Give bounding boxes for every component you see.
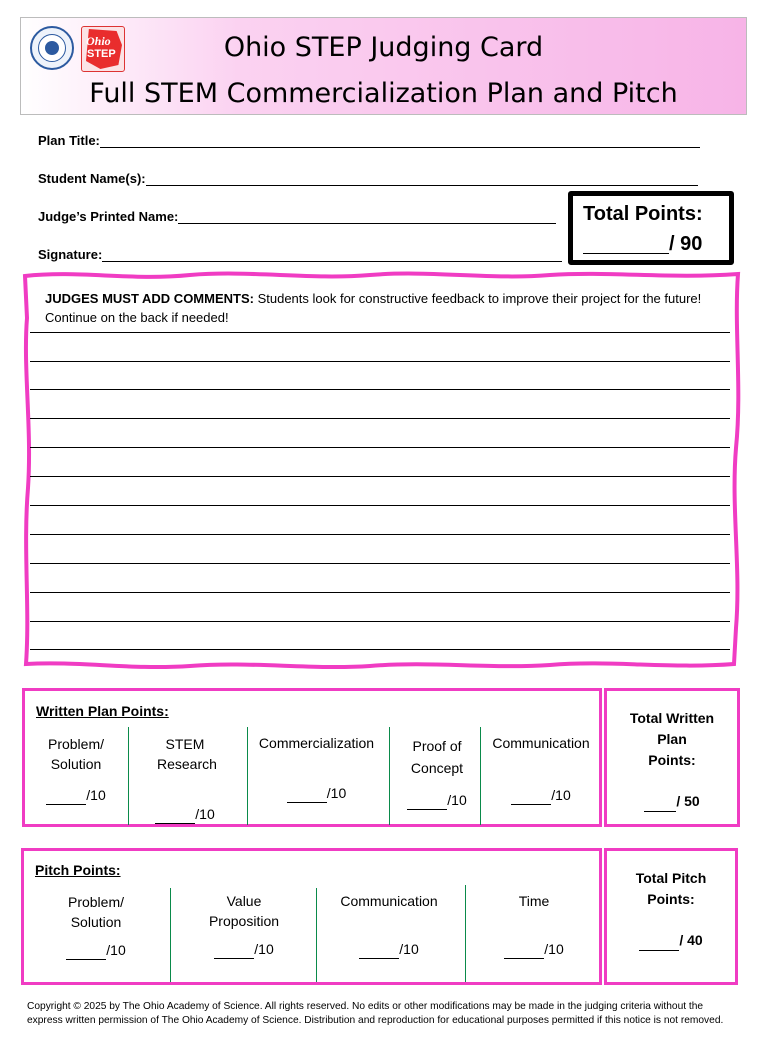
written-col-problem-solution: [31, 734, 121, 814]
column-label: Value Proposition: [208, 893, 280, 929]
written-total: [607, 708, 737, 812]
score-field[interactable]: /10: [397, 790, 477, 810]
pitch-total-label-1: Total Pitch: [635, 870, 707, 886]
signature-field[interactable]: [38, 247, 562, 262]
plan-title-line[interactable]: [100, 135, 700, 148]
column-divider: [465, 885, 466, 982]
pitch-total-score[interactable]: / 40: [607, 930, 735, 951]
comment-line[interactable]: [30, 447, 730, 448]
page-subtitle: Full STEM Commercialization Plan and Pitch: [89, 78, 678, 109]
written-total-score[interactable]: / 50: [607, 791, 737, 812]
column-label: Communication: [492, 735, 590, 751]
written-total-label-2: Plan: [657, 731, 687, 747]
comments-box: [20, 268, 745, 672]
signature-line[interactable]: [102, 249, 562, 262]
total-points-blank[interactable]: [583, 232, 669, 254]
written-col-stem-research: [135, 734, 235, 822]
logo-step-text: STEP: [87, 48, 116, 60]
comment-line[interactable]: [30, 649, 730, 650]
written-plan-section: [22, 688, 602, 827]
score-field[interactable]: /10: [324, 939, 454, 959]
score-field[interactable]: /10: [249, 783, 384, 803]
score-field[interactable]: /10: [484, 939, 584, 959]
column-label: Time: [518, 893, 550, 909]
column-divider: [170, 888, 171, 982]
pitch-col-time: [484, 891, 584, 971]
column-label: Proof of Concept: [410, 738, 464, 776]
pitch-col-value-proposition: [192, 891, 296, 971]
judge-name-label: Judge’s Printed Name:: [38, 209, 179, 224]
written-plan-title: Written Plan Points:: [36, 703, 169, 719]
written-total-section: [604, 688, 740, 827]
judge-name-line[interactable]: [178, 211, 556, 224]
total-points-max: / 90: [669, 233, 703, 255]
page-title: Ohio STEP Judging Card: [223, 32, 544, 63]
total-points-label: Total Points:: [583, 203, 703, 225]
column-divider: [247, 727, 248, 825]
score-field[interactable]: /10: [135, 804, 235, 824]
written-col-commercialization: [249, 733, 384, 813]
column-label: STEM Research: [157, 736, 217, 772]
pitch-col-problem-solution: [44, 892, 148, 972]
column-label: Problem/ Solution: [47, 736, 105, 772]
column-label: Commercialization: [258, 735, 375, 751]
column-divider: [128, 727, 129, 825]
comment-line[interactable]: [30, 476, 730, 477]
signature-label: Signature:: [38, 247, 103, 262]
column-divider: [316, 888, 317, 982]
column-divider: [480, 727, 481, 825]
comment-line[interactable]: [30, 621, 730, 622]
pitch-col-communication: [324, 891, 454, 971]
comment-line[interactable]: [30, 534, 730, 535]
comments-heading: JUDGES MUST ADD COMMENTS:: [45, 291, 254, 306]
comment-line[interactable]: [30, 418, 730, 419]
copyright-notice: Copyright © 2025 by The Ohio Academy of Science. All rights reserved. No edits or other modifications may be made in the judging criteria without the express written permission of The Ohio Academy of Science. Distribution and reproduction for educational purposes permitted if this notice is not removed.: [27, 1001, 724, 1026]
column-label: Problem/ Solution: [67, 894, 125, 930]
pitch-section: [21, 848, 602, 985]
comment-line[interactable]: [30, 592, 730, 593]
comment-line[interactable]: [30, 361, 730, 362]
score-field[interactable]: /10: [31, 785, 121, 805]
comment-line[interactable]: [30, 332, 730, 333]
plan-title-field[interactable]: [38, 133, 700, 148]
written-total-label-1: Total Written: [629, 710, 715, 726]
plan-title-label: Plan Title:: [38, 133, 100, 148]
pitch-total: [607, 868, 735, 951]
column-divider: [389, 727, 390, 825]
comments-instructions: [45, 289, 705, 327]
score-field[interactable]: /10: [485, 785, 597, 805]
comments-text: Students look for constructive feedback to improve their project for the future! Continue on the back if needed!: [45, 291, 702, 325]
comment-line[interactable]: [30, 563, 730, 564]
total-points-box: [568, 191, 734, 265]
student-names-label: Student Name(s):: [38, 171, 146, 186]
comment-line[interactable]: [30, 505, 730, 506]
student-names-line[interactable]: [146, 173, 698, 186]
pitch-total-section: [604, 848, 738, 985]
comment-line[interactable]: [30, 389, 730, 390]
header-banner: [20, 17, 747, 115]
column-label: Communication: [340, 893, 438, 909]
logo-ohio-text: Ohio: [86, 34, 111, 48]
score-field[interactable]: /10: [192, 939, 296, 959]
pitch-total-label-2: Points:: [647, 891, 695, 907]
pitch-title: Pitch Points:: [35, 862, 121, 878]
written-col-proof-of-concept: [397, 735, 477, 817]
student-names-field[interactable]: [38, 171, 698, 186]
written-col-communication: [485, 733, 597, 813]
written-total-label-3: Points:: [648, 752, 696, 768]
judge-name-field[interactable]: [38, 209, 556, 224]
score-field[interactable]: /10: [44, 940, 148, 960]
